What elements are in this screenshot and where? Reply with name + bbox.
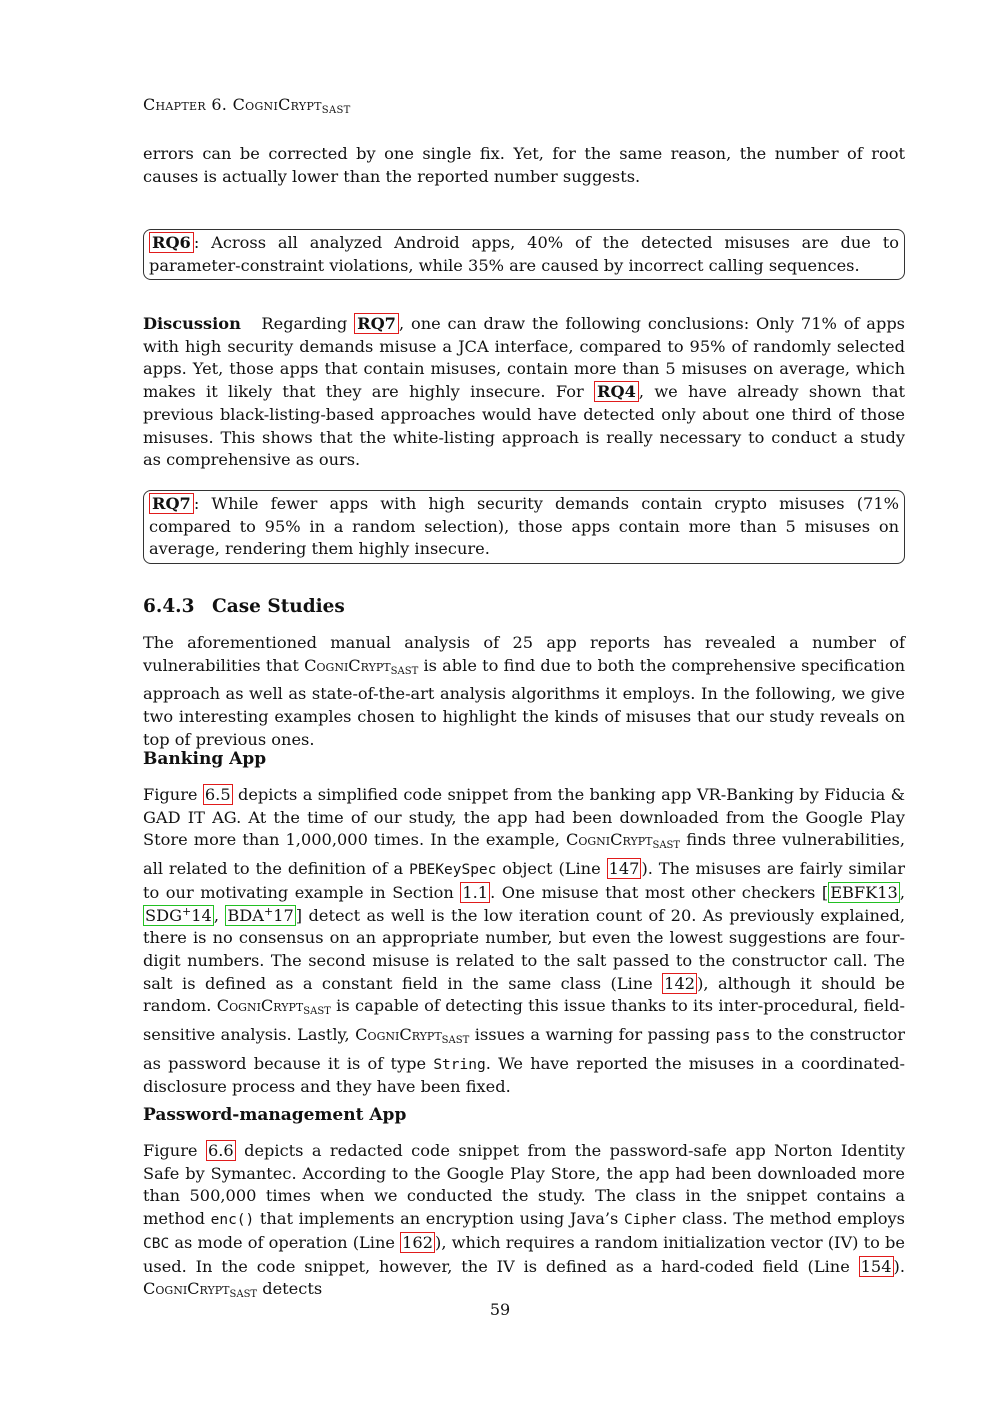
running-header: [143, 95, 351, 116]
section-number: 6.4.3: [143, 596, 195, 617]
citation-ebfk13[interactable]: EBFK13: [830, 882, 898, 902]
intro-paragraph: [143, 143, 905, 188]
section-1-1-link[interactable]: 1.1: [462, 882, 489, 902]
tool-name-inline: CogniCrypt$_{SAST}$: [304, 655, 419, 677]
tool-name-inline: CogniCrypt$_{SAST}$: [355, 1025, 470, 1047]
code-cbc: CBC: [143, 1235, 170, 1252]
intro-text: errors can be corrected by one single fix. Yet, for the same reason, the number of root causes is actually lower than the reported number suggests.: [143, 144, 905, 186]
page-number: 59: [489, 1300, 511, 1319]
section-title: Case Studies: [212, 596, 345, 617]
discussion-heading: Discussion: [143, 314, 241, 333]
tool-name: CogniCrypt: [232, 95, 322, 114]
tool-name-inline: CogniCrypt$_{SAST}$: [565, 830, 681, 852]
tool-name-inline: CogniCrypt$_{SAST}$: [143, 1279, 258, 1301]
chapter-label: Chapter 6.: [143, 95, 228, 114]
rq6-summary-box: [143, 229, 905, 280]
figure-6-6-link[interactable]: 6.6: [207, 1141, 234, 1160]
rq7-link[interactable]: RQ7: [354, 313, 399, 334]
tool-name-inline: CogniCrypt$_{SAST}$: [216, 996, 331, 1018]
discussion-text-1: Regarding: [261, 314, 355, 333]
rq4-link[interactable]: RQ4: [594, 381, 639, 402]
code-string: String: [433, 1056, 486, 1073]
discussion-paragraph: [143, 313, 905, 472]
rq7-summary-box: [143, 490, 905, 564]
line-154-link[interactable]: 154: [860, 1256, 892, 1276]
citation-sdg14[interactable]: SDG+14: [145, 904, 212, 925]
case-intro-text-1: The aforementioned manual analysis of 25 app reports has revealed a number of vulnerabilities that: [143, 633, 905, 675]
rq6-text: : Across all analyzed Android apps, 40% of the detected misuses are due to parameter-constraint violations, while 35% are caused by incorrect calling sequences.: [149, 233, 899, 275]
line-162-link[interactable]: 162: [402, 1232, 434, 1252]
line-142-link[interactable]: 142: [664, 973, 696, 993]
rq7-box-link[interactable]: RQ7: [149, 493, 194, 514]
figure-6-5-link[interactable]: 6.5: [204, 785, 231, 804]
rq7-text: : While fewer apps with high security demands contain crypto misuses (71% compared to 95% in a random selection), those apps contain more than 5 misuses on average, rendering them highly insecure.: [149, 494, 899, 559]
line-147-link[interactable]: 147: [608, 859, 640, 879]
case-intro-text-2: is able to find due to both the comprehensive specification approach as well as state-of-the-art analysis algorithms it employs. In the following, we give two interesting examples chosen to highlight the kinds of misuses that our study reveals on top of previous ones.: [143, 655, 906, 749]
case-intro-paragraph: [143, 632, 905, 752]
citation-bda17[interactable]: BDA+17: [227, 904, 294, 925]
code-enc: enc(): [210, 1212, 255, 1229]
password-paragraph: Figure 6.6 depicts a redacted code snippet from the password-safe app Norton Identity Safe by Symantec. According to the Google Play Store, the app had been downloaded more than 500,000 times when we conducted the study. The class in the snippet contains a method enc() that implements an encryption using Java’s Cipher class. The method employs CBC as mode of operation (Line 162 ), which requires a random initialization vector (IV) to be used. In the code snippet, however, the IV is defined as a hard-coded field (Line 154 ). CogniCrypt$_{SAST}$ detects: [143, 1141, 905, 1301]
code-pass: pass: [715, 1028, 751, 1045]
rq6-link[interactable]: RQ6: [149, 232, 194, 253]
section-heading: [143, 596, 345, 617]
password-heading: Password-management App: [143, 1105, 407, 1125]
discussion-text-3: , we have already shown that previous black-listing-based approaches would have detected only about one third of those misuses. This shows that the white-listing approach is really necessary to conduct a study as comprehensive as ours.: [143, 382, 905, 470]
code-pbekeyspec: PBEKeySpec: [409, 862, 497, 879]
banking-heading: Banking App: [143, 749, 267, 769]
code-cipher: Cipher: [623, 1212, 677, 1229]
tool-subscript: SAST: [321, 105, 351, 116]
banking-paragraph: Figure 6.5 depicts a simplified code snippet from the banking app VR-Banking by Fiducia & GAD IT AG. At the time of our study, the app had been downloaded from the Google Play Store more than 1,000,000 times. In the example, CogniCrypt$_{SAST}$ finds three vulnerabilities, all related to the definition of a PBEKeySpec object (Line 147 ). The misuses are fairly similar to our motivating example in Section 1.1 . One misuse that most other checkers [ EBFK13 , SDG+14 , BDA+17 ] detect as well is the low iteration count of 20. As previously explained, there is no consensus on an appropriate number, but even the lowest suggestions are four-digit numbers. The second misuse is related to the salt passed to the constructor call. The salt is defined as a constant field in the same class (Line 142 ), although it should be random. CogniCrypt$_{SAST}$ is capable of detecting this issue thanks to its inter-procedural, field-sensitive analysis. Lastly, CogniCrypt$_{SAST}$ issues a warning for passing pass to the constructor as password because it is of type String. We have reported the misuses in a coordinated-disclosure process and they have been fixed.: [143, 785, 906, 1097]
discussion-text-2: , one can draw the following conclusions: Only 71% of apps with high security demands misuse a JCA interface, compared to 95% of randomly selected apps. Yet, those apps that contain misuses, contain more than 5 misuses on average, which makes it likely that they are highly insecure. For: [143, 314, 905, 402]
